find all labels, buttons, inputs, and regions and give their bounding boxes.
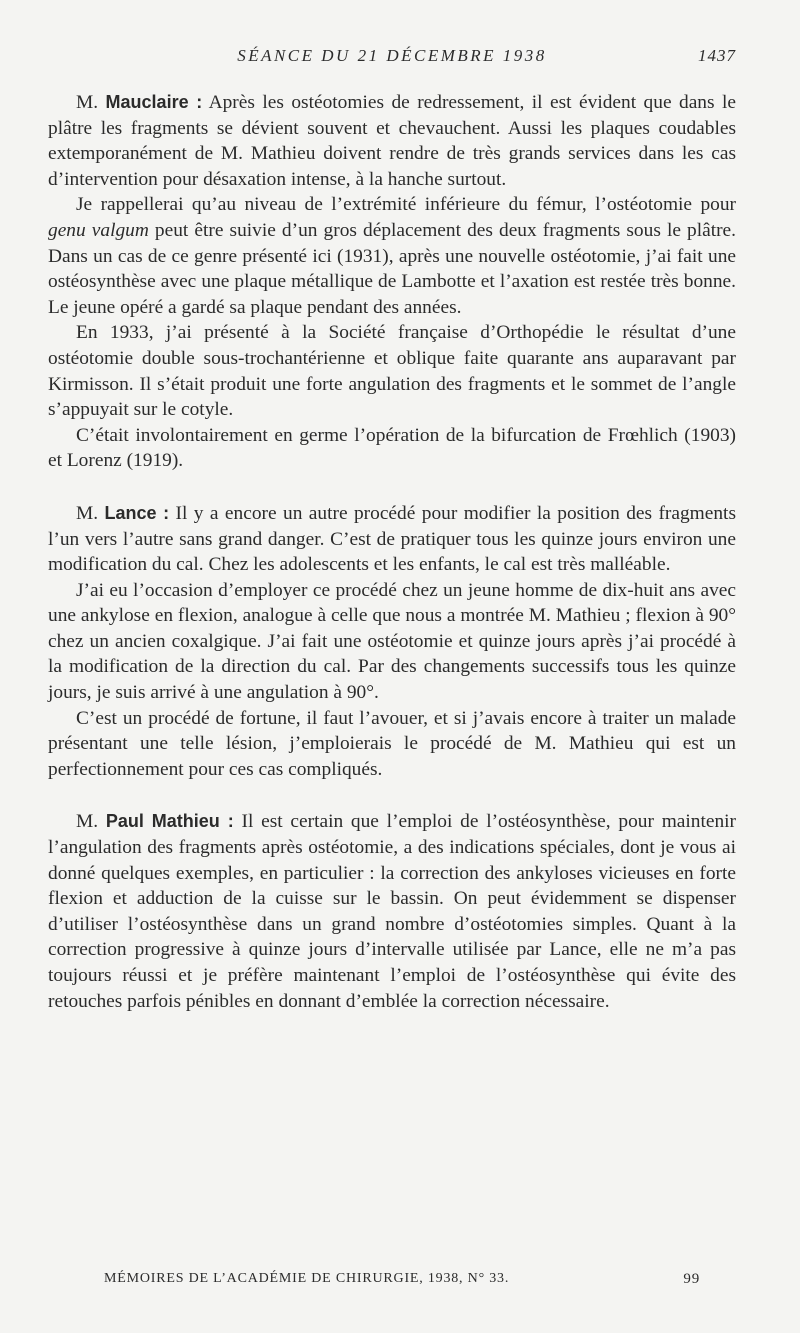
running-title: SÉANCE DU 21 DÉCEMBRE 1938 xyxy=(237,46,547,65)
paragraph: C’est un procédé de fortune, il faut l’avouer, et si j’avais encore à traiter un malade présentant une telle lésion, j’emploierais le procédé de M. Mathieu qui est un perfectionnement pour ces cas compliqués. xyxy=(48,707,736,780)
journal-citation: MÉMOIRES DE L’ACADÉMIE DE CHIRURGIE, 1938, N° 33. xyxy=(104,1271,510,1286)
speaker-name: Mauclaire : xyxy=(105,92,203,112)
paragraph: J’ai eu l’occasion d’employer ce procédé chez un jeune homme de dix-huit ans avec une ankylose en flexion, analogue à celle que nous a montrée M. Mathieu ; flexion à 90° chez un ancien coxalgique. J’ai fait une ostéotomie et quinze jours après j’ai procédé à la modification de la direction du cal. Par des changements successifs tous les quinze jours, je suis arrivé à une angulation à 90°. xyxy=(48,579,736,704)
page-header xyxy=(48,46,736,74)
paragraph: Je rappellerai qu’au niveau de l’extrémité inférieure du fémur, l’ostéotomie pour genu valgum peut être suivie d’un gros déplacement des deux fragments sous le plâtre. Dans un cas de ce genre présenté ici (1931), après une nouvelle ostéotomie, j’ai fait une ostéosynthèse avec une plaque métallique de Lambotte et l’axation est restée très bonne. Le jeune opéré a gardé sa plaque pendant des années. xyxy=(48,194,736,318)
paragraph-lance-intro: M. Lance : Il y a encore un autre procédé pour modifier la position des fragments l’un vers l’autre sans grand danger. C’est de pratiquer tous les quinze jours environ une modification du cal. Chez les adolescents et les enfants, le cal est très malléable. xyxy=(48,502,736,576)
page-footer xyxy=(104,1271,700,1295)
paragraph-mathieu-intro: M. Paul Mathieu : Il est certain que l’emploi de l’ostéosynthèse, pour maintenir l’angulation des fragments après ostéotomie, a des indications spéciales, dont je vous ai donné quelques exemples, en particulier : la correction des ankyloses vicieuses en forte flexion et adduction de la cuisse sur le bassin. On peut évidemment se dispenser d’utiliser l’ostéosynthèse dans un grand nombre d’ostéotomies simples. Quant à la correction progressive à quinze jours d’intervalle utilisée par Lance, elle ne m’a pas toujours réussi et je préfère maintenant l’emploi de l’ostéosynthèse qui évite des retouches parfois pénibles en donnant d’emblée la correction nécessaire. xyxy=(48,811,737,1012)
speaker-name: Paul Mathieu : xyxy=(105,811,234,832)
paragraph-mauclaire-intro: M. Mauclaire : Après les ostéotomies de redressement, il est évident que dans le plâtre les fragments se dévient souvent et chevauchent. Aussi les plaques coudables extemporanément de M. Mathieu doivent rendre de très grands services dans les cas d’intervention pour désaxation intense, à la hanche surtout. xyxy=(48,92,736,190)
body-text xyxy=(48,90,736,1014)
paragraph: En 1933, j’ai présenté à la Société française d’Orthopédie le résultat d’une ostéotomie double sous-trochantérienne et oblique faite quarante ans auparavant par Kirmisson. Il s’était produit une forte angulation des fragments et le sommet de l’angle s’appuyait sur le cotyle. xyxy=(48,322,736,421)
speaker-name: Lance : xyxy=(104,502,170,523)
sheet-number: 99 xyxy=(683,1271,700,1287)
page-number: 1437 xyxy=(698,46,736,65)
paragraph: C’était involontairement en germe l’opération de la bifurcation de Frœhlich (1903) et Lorenz (1919). xyxy=(48,424,736,472)
